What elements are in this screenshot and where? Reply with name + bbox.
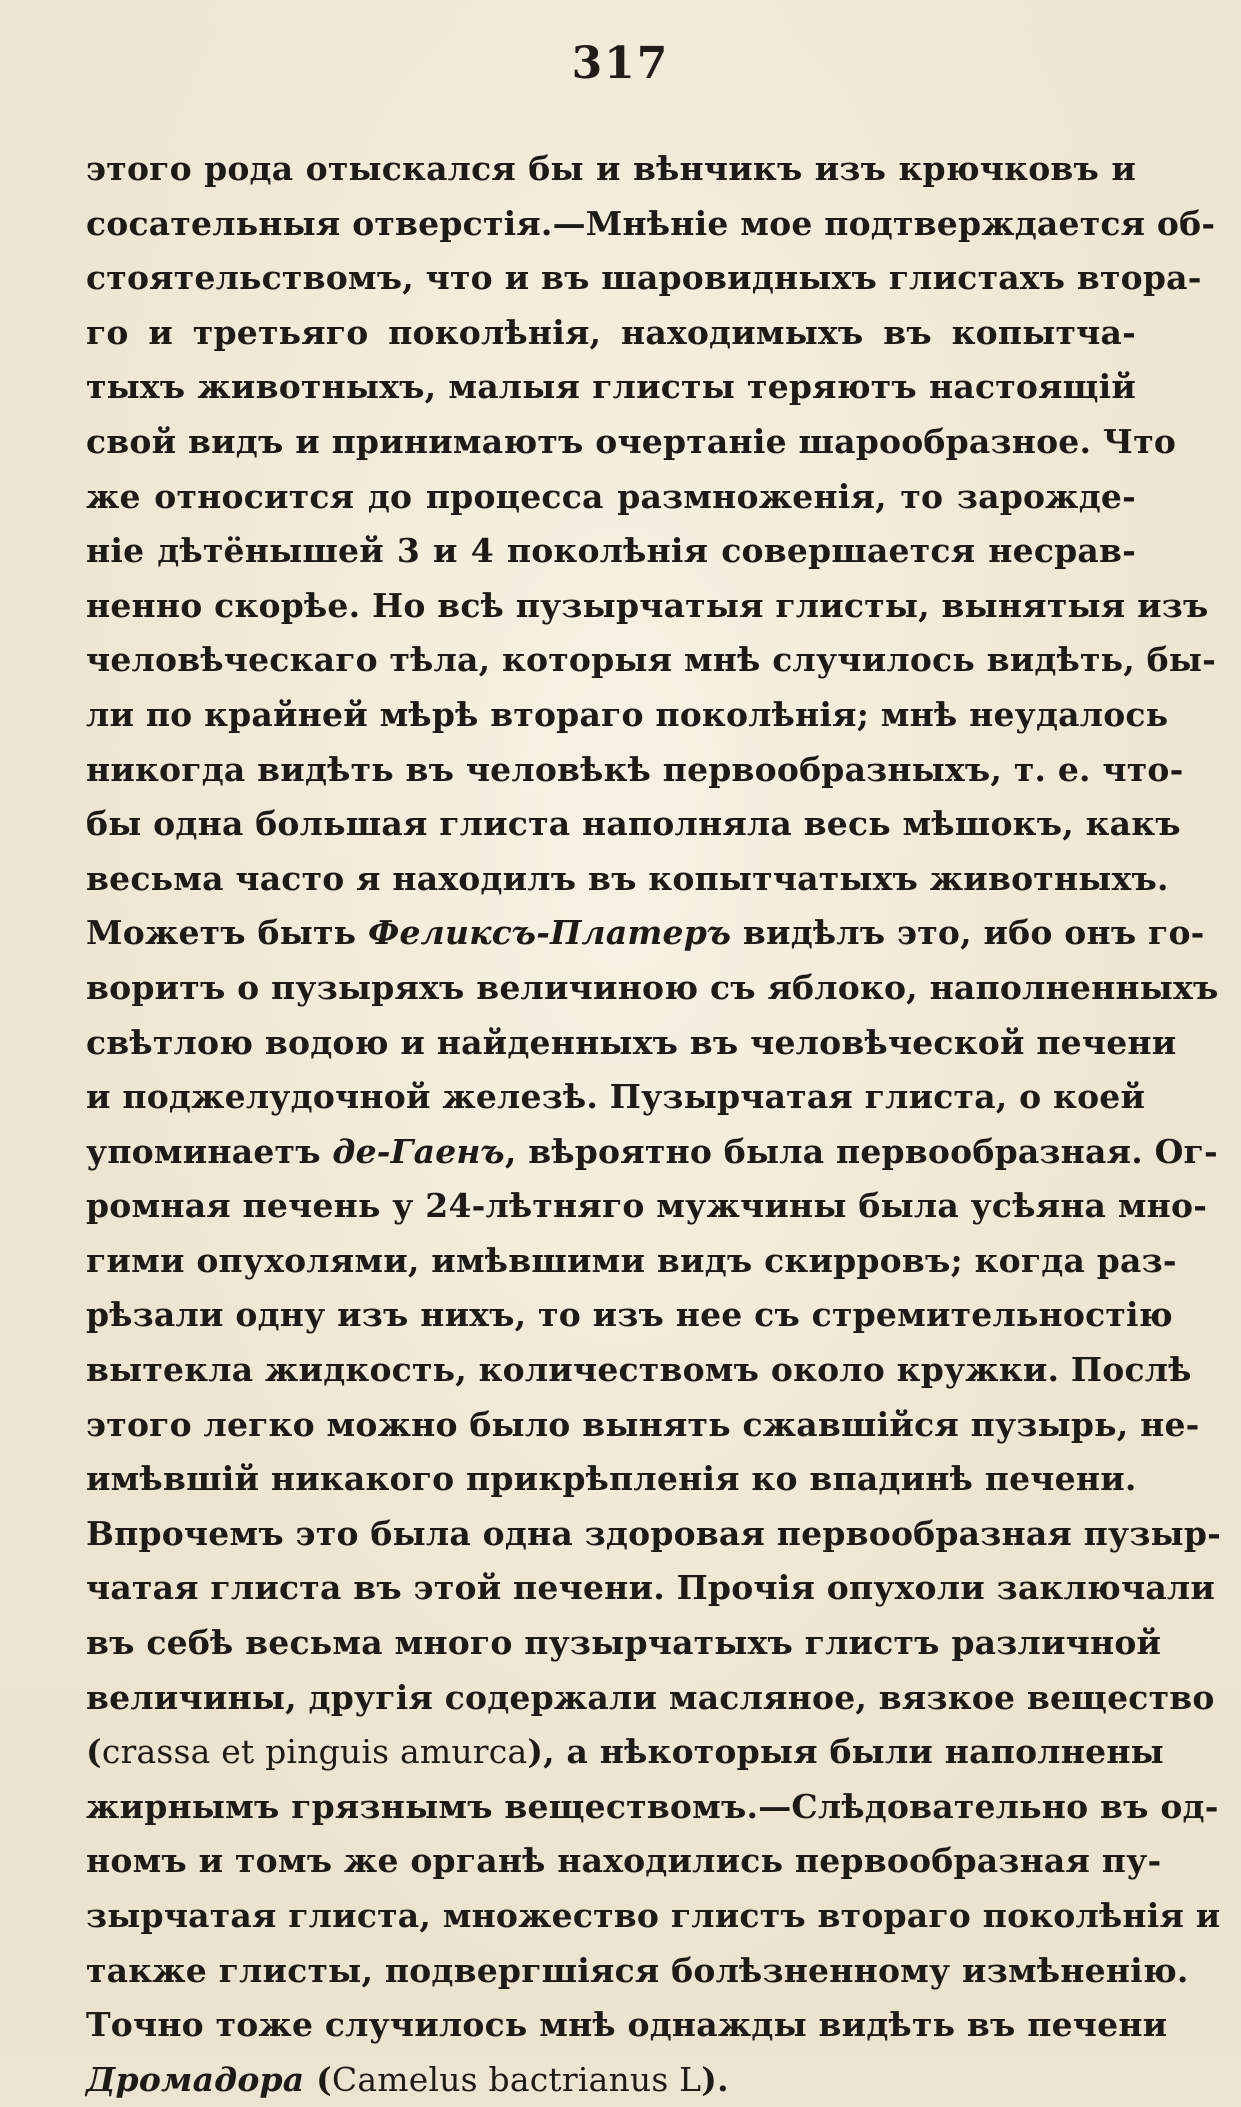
text-line (86, 1834, 1162, 1889)
text-line (86, 1671, 1215, 1726)
body-text (86, 142, 1222, 2107)
text-segment: этого рода отыскался бы и вѣнчикъ изъ крючковъ и (86, 149, 1136, 188)
italic-name: де-Гаенъ (332, 1131, 505, 1171)
text-line (86, 688, 1169, 743)
text-line (86, 1725, 1164, 1780)
text-segment: чатая глиста въ этой печени. Прочія опухоли заключали (86, 1568, 1216, 1608)
text-segment: этого легко можно было вынять сжавшійся пузырь, не- (86, 1404, 1200, 1444)
text-segment: сосательныя отверстія.—Мнѣніе мое подтверждается об- (86, 203, 1216, 243)
text-segment: ромная печень у 24-лѣтняго мужчины была усѣяна мно- (86, 1186, 1208, 1226)
text-segment: вытекла жидкость, количествомъ около кружки. Послѣ (86, 1350, 1192, 1390)
text-line (86, 1234, 1177, 1289)
text-segment: весьма часто я находилъ въ копытчатыхъ животныхъ. (86, 858, 1169, 898)
text-line (86, 1944, 1189, 1999)
text-line (86, 1780, 1219, 1835)
text-line (86, 251, 1202, 306)
text-segment: ( (86, 1732, 102, 1772)
text-line (86, 142, 1136, 197)
text-segment: же относится до процесса размноженія, то зарожде- (86, 476, 1136, 516)
text-segment: бы одна большая глиста наполняла весь мѣшокъ, какъ (86, 804, 1181, 844)
text-segment: жирнымъ грязнымъ веществомъ.—Слѣдовательно въ од- (86, 1786, 1219, 1826)
text-line (86, 1616, 1162, 1671)
text-line (86, 1343, 1192, 1398)
page-number: 317 (571, 38, 670, 89)
text-line (86, 852, 1169, 907)
text-segment: Точно тоже случилось мнѣ однажды видѣть въ печени (86, 2005, 1168, 2045)
text-line (86, 1179, 1208, 1234)
text-line (86, 360, 1136, 415)
text-line (86, 1016, 1177, 1071)
text-line (86, 743, 1184, 798)
text-line (86, 1889, 1221, 1944)
text-segment: ). (701, 2059, 729, 2099)
text-segment: зырчатая глиста, множество глистъ втораго поколѣнія и (86, 1896, 1221, 1935)
text-segment: также глисты, подвергшіяся болѣзненному измѣненію. (86, 1950, 1189, 1990)
text-line (86, 1288, 1173, 1343)
text-segment: величины, другія содержали масляное, вязкое вещество (86, 1677, 1215, 1717)
text-line (86, 470, 1136, 525)
latin-term: crassa et pinguis amurca (101, 1732, 528, 1772)
text-segment: человѣческаго тѣла, которыя мнѣ случилось видѣть, бы- (86, 640, 1217, 680)
text-segment: ніе дѣтёнышей 3 и 4 поколѣнія совершается несрав- (86, 531, 1136, 571)
text-segment: имѣвшій никакого прикрѣпленія ко впадинѣ печени. (86, 1459, 1137, 1499)
text-segment: Можетъ быть (86, 913, 368, 953)
text-segment: въ себѣ весьма много пузырчатыхъ глистъ различной (86, 1623, 1162, 1663)
text-segment: рѣзали одну изъ нихъ, то изъ нее съ стремительностію (86, 1295, 1173, 1335)
italic-name: Дромадора (86, 2059, 305, 2099)
text-segment: го и третьяго поколѣнія, находимыхъ въ копытча- (86, 312, 1136, 352)
italic-name: Феликсъ-Платеръ (367, 913, 732, 953)
text-line (86, 197, 1216, 252)
text-line (86, 415, 1177, 470)
text-line (86, 961, 1219, 1016)
text-line (86, 1507, 1222, 1562)
text-segment: стоятельствомъ, что и въ шаровидныхъ глистахъ втора- (86, 258, 1202, 298)
text-line (86, 633, 1217, 688)
text-segment: никогда видѣть въ человѣкѣ первообразныхъ, т. е. что- (86, 749, 1184, 789)
text-segment: ), а нѣкоторыя были наполнены (527, 1732, 1164, 1772)
text-segment: Впрочемъ это была одна здоровая первообразная пузыр- (86, 1513, 1222, 1553)
text-line (86, 1070, 1146, 1125)
text-segment: и поджелудочной железѣ. Пузырчатая глиста, о коей (86, 1077, 1146, 1117)
text-segment: воритъ о пузыряхъ величиною съ яблоко, наполненныхъ (86, 967, 1219, 1007)
text-segment: тыхъ животныхъ, малыя глисты теряютъ настоящій (86, 367, 1136, 407)
text-line (86, 2053, 1136, 2107)
text-segment: ( (304, 2059, 332, 2099)
text-line (86, 1998, 1168, 2053)
text-segment: номъ и томъ же органѣ находились первообразная пу- (86, 1841, 1162, 1881)
text-segment: ли по крайней мѣрѣ втораго поколѣнія; мнѣ неудалось (86, 694, 1169, 734)
text-line (86, 906, 1205, 961)
text-segment: ненно скорѣе. Но всѣ пузырчатыя глисты, вынятыя изъ (86, 585, 1209, 625)
text-line (86, 524, 1136, 579)
text-line (86, 797, 1181, 852)
text-line (86, 1125, 1218, 1180)
text-line (86, 579, 1209, 634)
text-segment: свѣтлою водою и найденныхъ въ человѣческой печени (86, 1022, 1177, 1062)
text-segment: гими опухолями, имѣвшими видъ скирровъ; когда раз- (86, 1240, 1177, 1280)
text-segment: видѣлъ это, ибо онъ го- (731, 913, 1205, 953)
text-line (86, 306, 1136, 361)
text-segment: свой видъ и принимаютъ очертаніе шарообразное. Что (86, 421, 1177, 461)
text-line (86, 1398, 1200, 1453)
text-segment: упоминаетъ (86, 1131, 333, 1171)
text-line (86, 1452, 1136, 1507)
text-line (86, 1561, 1216, 1616)
latin-term: Camelus bactrianus L (331, 2059, 702, 2099)
text-segment: , вѣроятно была первообразная. Ог- (504, 1131, 1218, 1171)
